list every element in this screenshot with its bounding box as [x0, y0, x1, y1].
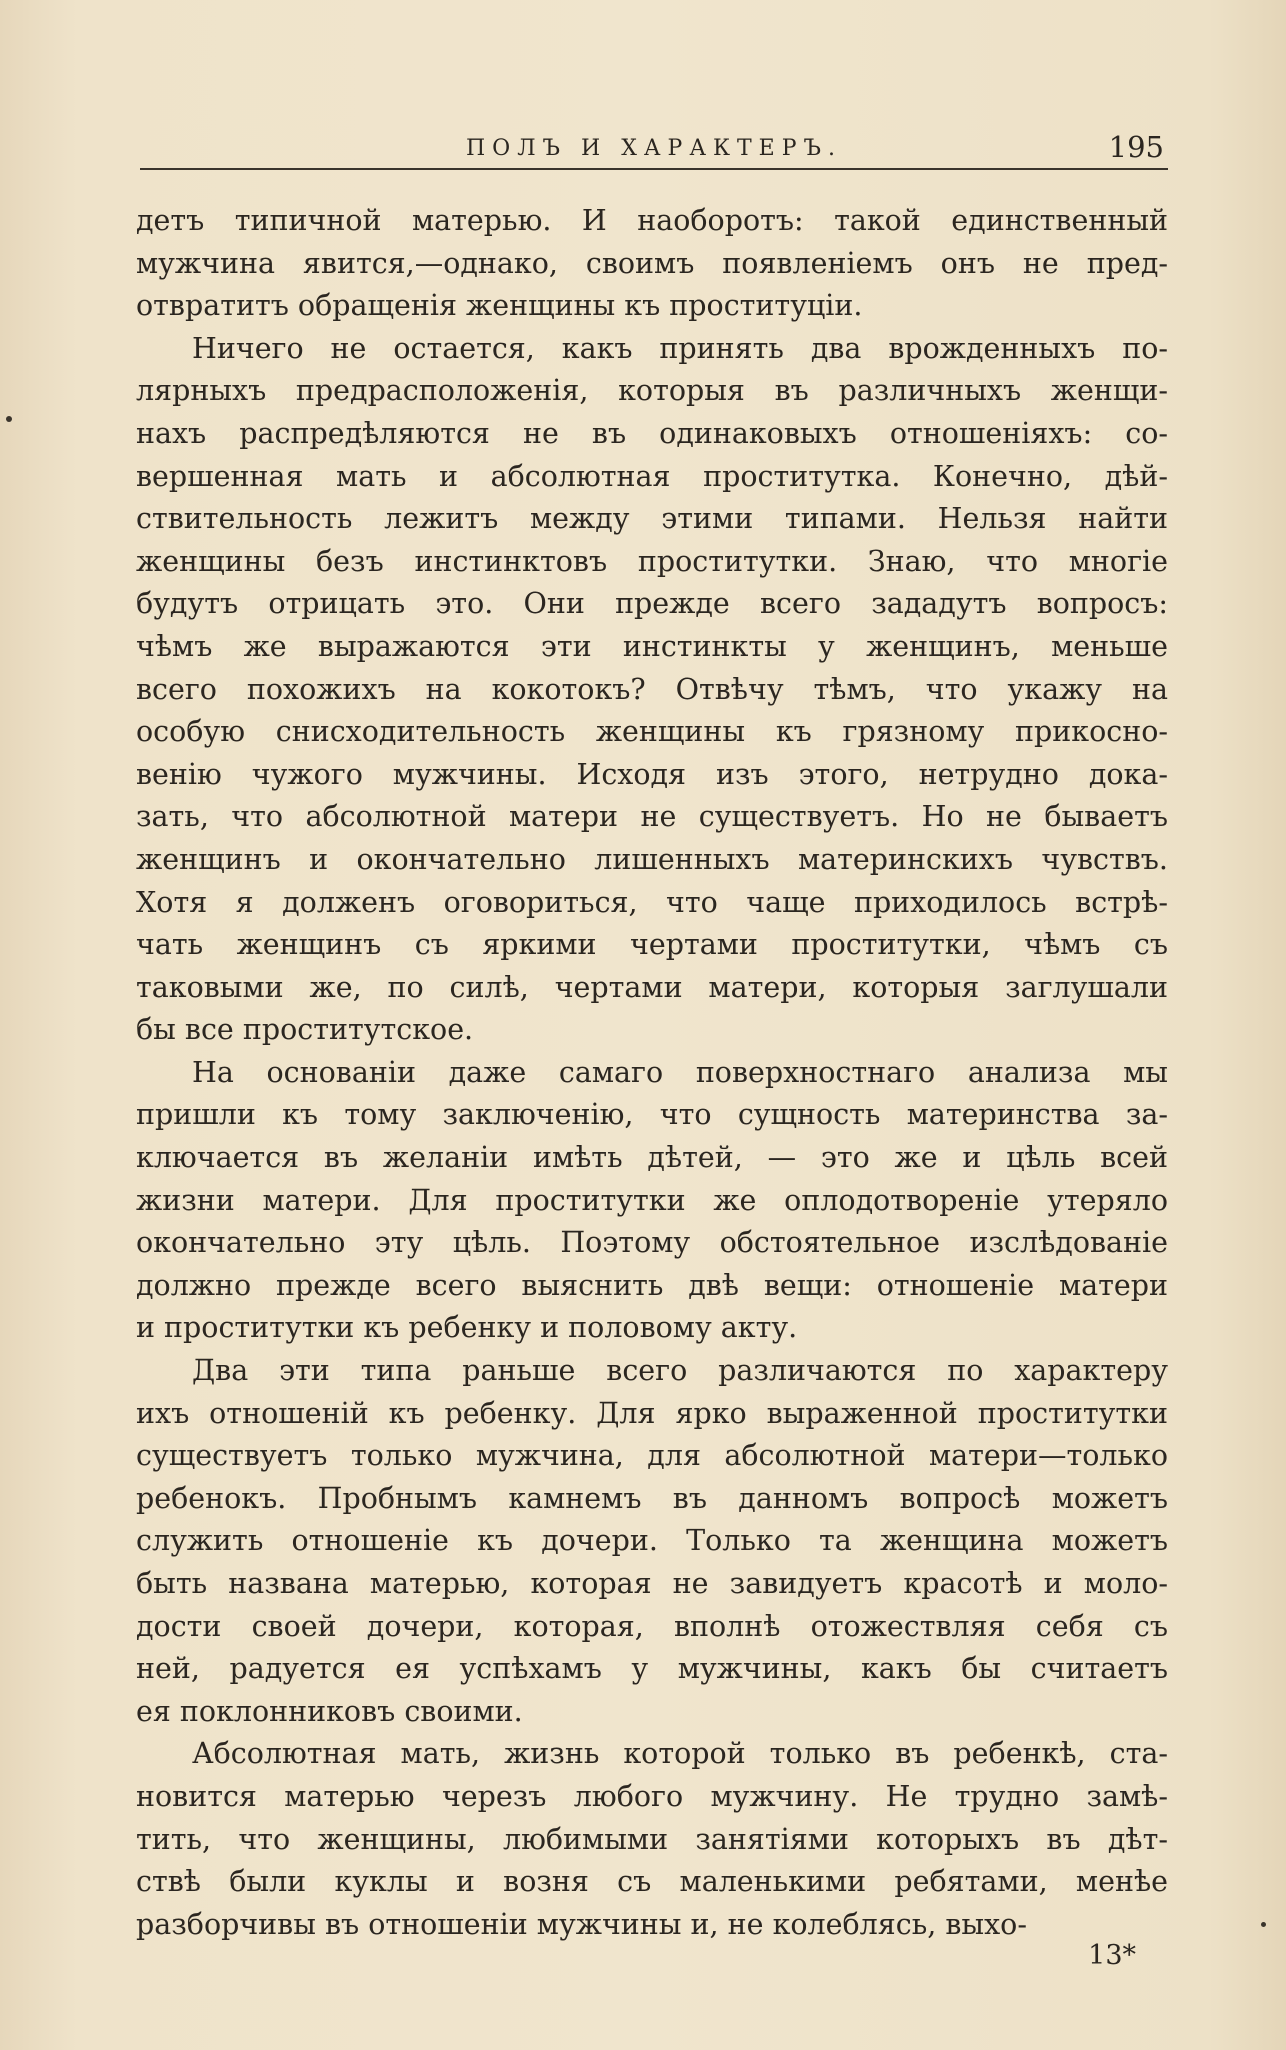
text-line: венію чужого мужчины. Исходя изъ этого, нетрудно дока-	[136, 757, 1168, 791]
text-line: чать женщинъ съ яркими чертами проститутки, чѣмъ съ	[136, 928, 1168, 962]
text-line: ствительность лежитъ между этими типами. Нельзя найти	[136, 502, 1168, 536]
text-line: детъ типичной матерью. И наоборотъ: такой единственный	[136, 204, 1168, 237]
signature-mark: 13*	[1088, 1940, 1136, 1971]
text-line: особую снисходительность женщины къ грязному прикосно-	[136, 715, 1168, 749]
text-line: ней, радуется ея успѣхамъ у мужчины, какъ бы считаетъ	[136, 1652, 1168, 1686]
paragraph	[136, 1052, 1168, 1350]
text-line: нахъ распредѣляются не въ одинаковыхъ отношеніяхъ: со-	[136, 416, 1168, 450]
text-line: На основаніи даже самаго поверхностнаго анализа мы	[192, 1055, 1168, 1089]
text-line: тить, что женщины, любимыми занятіями которыхъ въ дѣт-	[136, 1822, 1168, 1856]
text-line: будутъ отрицать это. Они прежде всего зададутъ вопросъ:	[136, 587, 1168, 621]
text-line: таковыми же, по силѣ, чертами матери, которыя заглушали	[136, 970, 1168, 1004]
paragraph	[136, 1733, 1168, 1946]
text-line: жизни матери. Для проститутки же оплодотвореніе утеряло	[136, 1183, 1168, 1217]
text-line: служить отношеніе къ дочери. Только та женщина можетъ	[136, 1524, 1168, 1558]
text-line: пришли къ тому заключенію, что сущность материнства за-	[136, 1098, 1168, 1132]
text-line: чѣмъ же выражаются эти инстинкты у женщинъ, меньше	[136, 629, 1168, 663]
text-line: Абсолютная мать, жизнь которой только въ ребенкѣ, ста-	[192, 1737, 1168, 1771]
text-line: дости своей дочери, которая, вполнѣ отожествляя себя съ	[136, 1609, 1168, 1643]
text-line: ея поклонниковъ своими.	[136, 1694, 523, 1728]
text-line: ствѣ были куклы и возня съ маленькими ребятами, менѣе	[136, 1865, 1168, 1899]
text-line: Ничего не остается, какъ принять два врожденныхъ по-	[192, 331, 1168, 365]
text-line: отвратитъ обращенія женщины къ проституціи.	[136, 289, 863, 323]
text-line: бы все проститутское.	[136, 1013, 474, 1047]
text-line: вершенная мать и абсолютная проститутка. Конечно, дѣй-	[136, 459, 1168, 493]
text-line: всего похожихъ на кокотокъ? Отвѣчу тѣмъ, что укажу на	[136, 672, 1168, 706]
text-line: зать, что абсолютной матери не существуетъ. Но не бываетъ	[136, 800, 1168, 834]
text-line: лярныхъ предрасположенія, которыя въ различныхъ женщи-	[136, 374, 1168, 408]
text-line: должно прежде всего выяснить двѣ вещи: отношеніе матери	[136, 1268, 1168, 1302]
running-title: ПОЛЪ И ХАРАКТЕРЪ.	[465, 136, 843, 161]
ink-speck	[6, 416, 12, 422]
text-line: окончательно эту цѣль. Поэтому обстоятельное изслѣдованіе	[136, 1226, 1168, 1260]
text-line: Два эти типа раньше всего различаются по характеру	[192, 1354, 1168, 1388]
paragraph	[136, 200, 1168, 328]
text-line: и проститутки къ ребенку и половому акту.	[136, 1311, 798, 1345]
text-line: женщинъ и окончательно лишенныхъ материнскихъ чувствъ.	[136, 842, 1168, 876]
body-text	[136, 200, 1168, 1946]
paragraph	[136, 328, 1168, 1052]
text-line: ихъ отношеній къ ребенку. Для ярко выраженной проститутки	[136, 1396, 1168, 1430]
ink-speck	[1261, 1922, 1266, 1927]
text-line: новится матерью черезъ любого мужчину. Не трудно замѣ-	[136, 1779, 1168, 1813]
text-line: разборчивы въ отношеніи мужчины и, не колеблясь, выхо-	[136, 1907, 1027, 1941]
page-number: 195	[1108, 130, 1164, 164]
text-line: женщины безъ инстинктовъ проститутки. Знаю, что многіе	[136, 544, 1168, 578]
text-line: мужчина явится,—однако, своимъ появленіемъ онъ не пред-	[136, 246, 1168, 280]
text-line: быть названа матерью, которая не завидуетъ красотѣ и моло-	[136, 1567, 1168, 1600]
text-line: ключается въ желаніи имѣть дѣтей, — это же и цѣль всей	[136, 1141, 1168, 1175]
text-line: существуетъ только мужчина, для абсолютной матери—только	[136, 1439, 1168, 1473]
paragraph	[136, 1350, 1168, 1733]
text-line: Хотя я долженъ оговориться, что чаще приходилось встрѣ-	[136, 885, 1168, 919]
page-header	[140, 128, 1168, 170]
text-line: ребенокъ. Пробнымъ камнемъ въ данномъ вопросѣ можетъ	[136, 1481, 1168, 1515]
